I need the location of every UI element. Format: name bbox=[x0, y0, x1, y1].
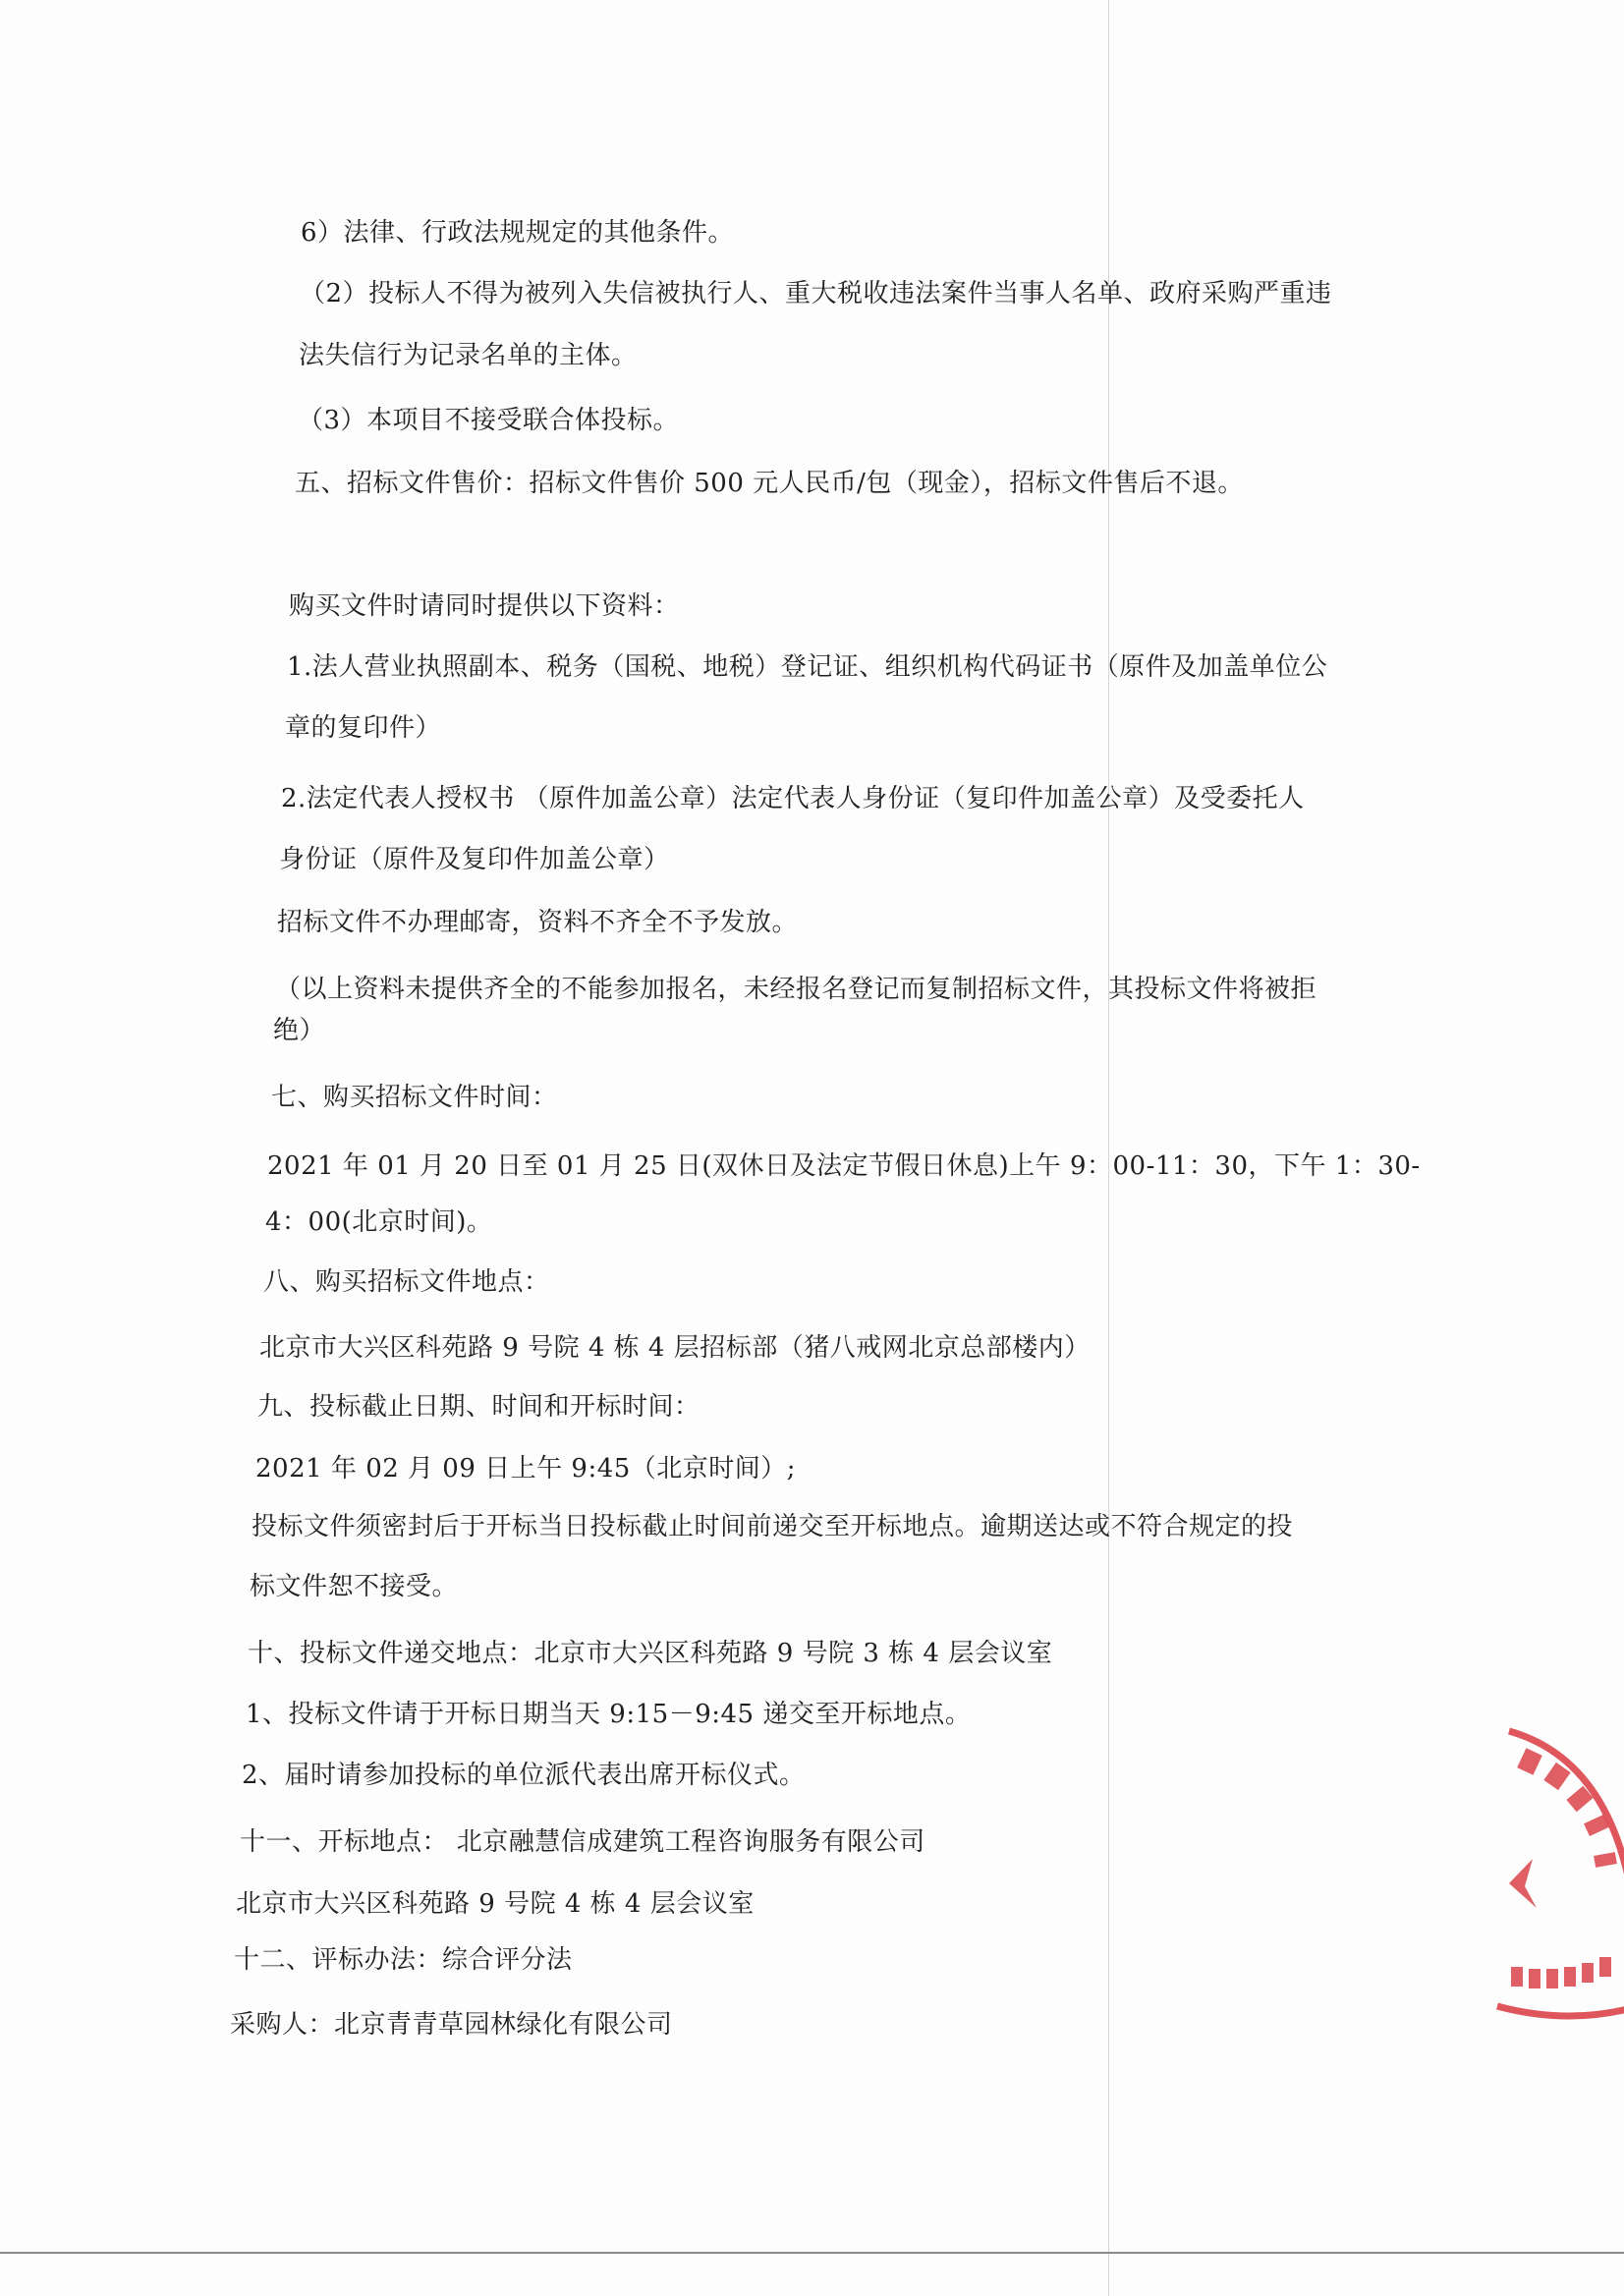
text-line: 十、投标文件递交地点：北京市大兴区科苑路 9 号院 3 栋 4 层会议室 bbox=[248, 1639, 1053, 1668]
text-line: 2021 年 02 月 09 日上午 9:45（北京时间）; bbox=[255, 1454, 797, 1484]
text-line: 采购人：北京青青草园林绿化有限公司 bbox=[230, 2010, 673, 2040]
text-line: 购买文件时请同时提供以下资料： bbox=[289, 591, 680, 621]
text-line: 法失信行为记录名单的主体。 bbox=[299, 341, 638, 370]
text-line: 2、届时请参加投标的单位派代表出席开标仪式。 bbox=[242, 1761, 806, 1790]
text-line: 五、招标文件售价：招标文件售价 500 元人民币/包（现金），招标文件售后不退。 bbox=[295, 469, 1244, 498]
text-line: 八、购买招标文件地点： bbox=[263, 1267, 550, 1297]
text-line: 章的复印件） bbox=[285, 713, 442, 743]
text-line: 十二、评标办法：综合评分法 bbox=[234, 1945, 573, 1975]
text-line: 投标文件须密封后于开标当日投标截止时间前递交至开标地点。逾期送达或不符合规定的投 bbox=[252, 1512, 1294, 1541]
text-line: 2021 年 01 月 20 日至 01 月 25 日(双休日及法定节假日休息)上午 9：00-11：30，下午 1：30- bbox=[267, 1151, 1421, 1181]
text-line: 6）法律、行政法规规定的其他条件。 bbox=[301, 218, 735, 248]
text-line: 1.法人营业执照副本、税务（国税、地税）登记证、组织机构代码证书（原件及加盖单位公 bbox=[287, 652, 1328, 682]
text-line: 九、投标截止日期、时间和开标时间： bbox=[257, 1392, 700, 1422]
text-line: 七、购买招标文件时间： bbox=[271, 1083, 558, 1112]
text-line: 1、投标文件请于开标日期当天 9:15－9:45 递交至开标地点。 bbox=[246, 1700, 972, 1729]
company-seal-stamp bbox=[1491, 1711, 1624, 2036]
text-line: 身份证（原件及复印件加盖公章） bbox=[279, 845, 670, 874]
text-line: 十一、开标地点： 北京融慧信成建筑工程咨询服务有限公司 bbox=[240, 1827, 925, 1857]
text-line: 标文件恕不接受。 bbox=[250, 1572, 459, 1601]
page-fold-line bbox=[1108, 0, 1109, 2296]
text-line: （以上资料未提供齐全的不能参加报名，未经报名登记而复制招标文件，其投标文件将被拒 bbox=[275, 975, 1317, 1004]
text-line: 北京市大兴区科苑路 9 号院 4 栋 4 层招标部（猪八戒网北京总部楼内） bbox=[259, 1333, 1091, 1363]
text-line: （2）投标人不得为被列入失信被执行人、重大税收违法案件当事人名单、政府采购严重违 bbox=[300, 279, 1332, 308]
text-line: 北京市大兴区科苑路 9 号院 4 栋 4 层会议室 bbox=[236, 1889, 755, 1919]
text-line: 招标文件不办理邮寄，资料不齐全不予发放。 bbox=[277, 908, 799, 937]
scan-bottom-edge bbox=[0, 2252, 1624, 2254]
text-line: 4：00(北京时间)。 bbox=[265, 1207, 493, 1237]
text-line: 2.法定代表人授权书 （原件加盖公章）法定代表人身份证（复印件加盖公章）及受委托人 bbox=[281, 784, 1305, 813]
text-line: 绝） bbox=[273, 1016, 326, 1045]
text-line: （3）本项目不接受联合体投标。 bbox=[298, 406, 680, 435]
